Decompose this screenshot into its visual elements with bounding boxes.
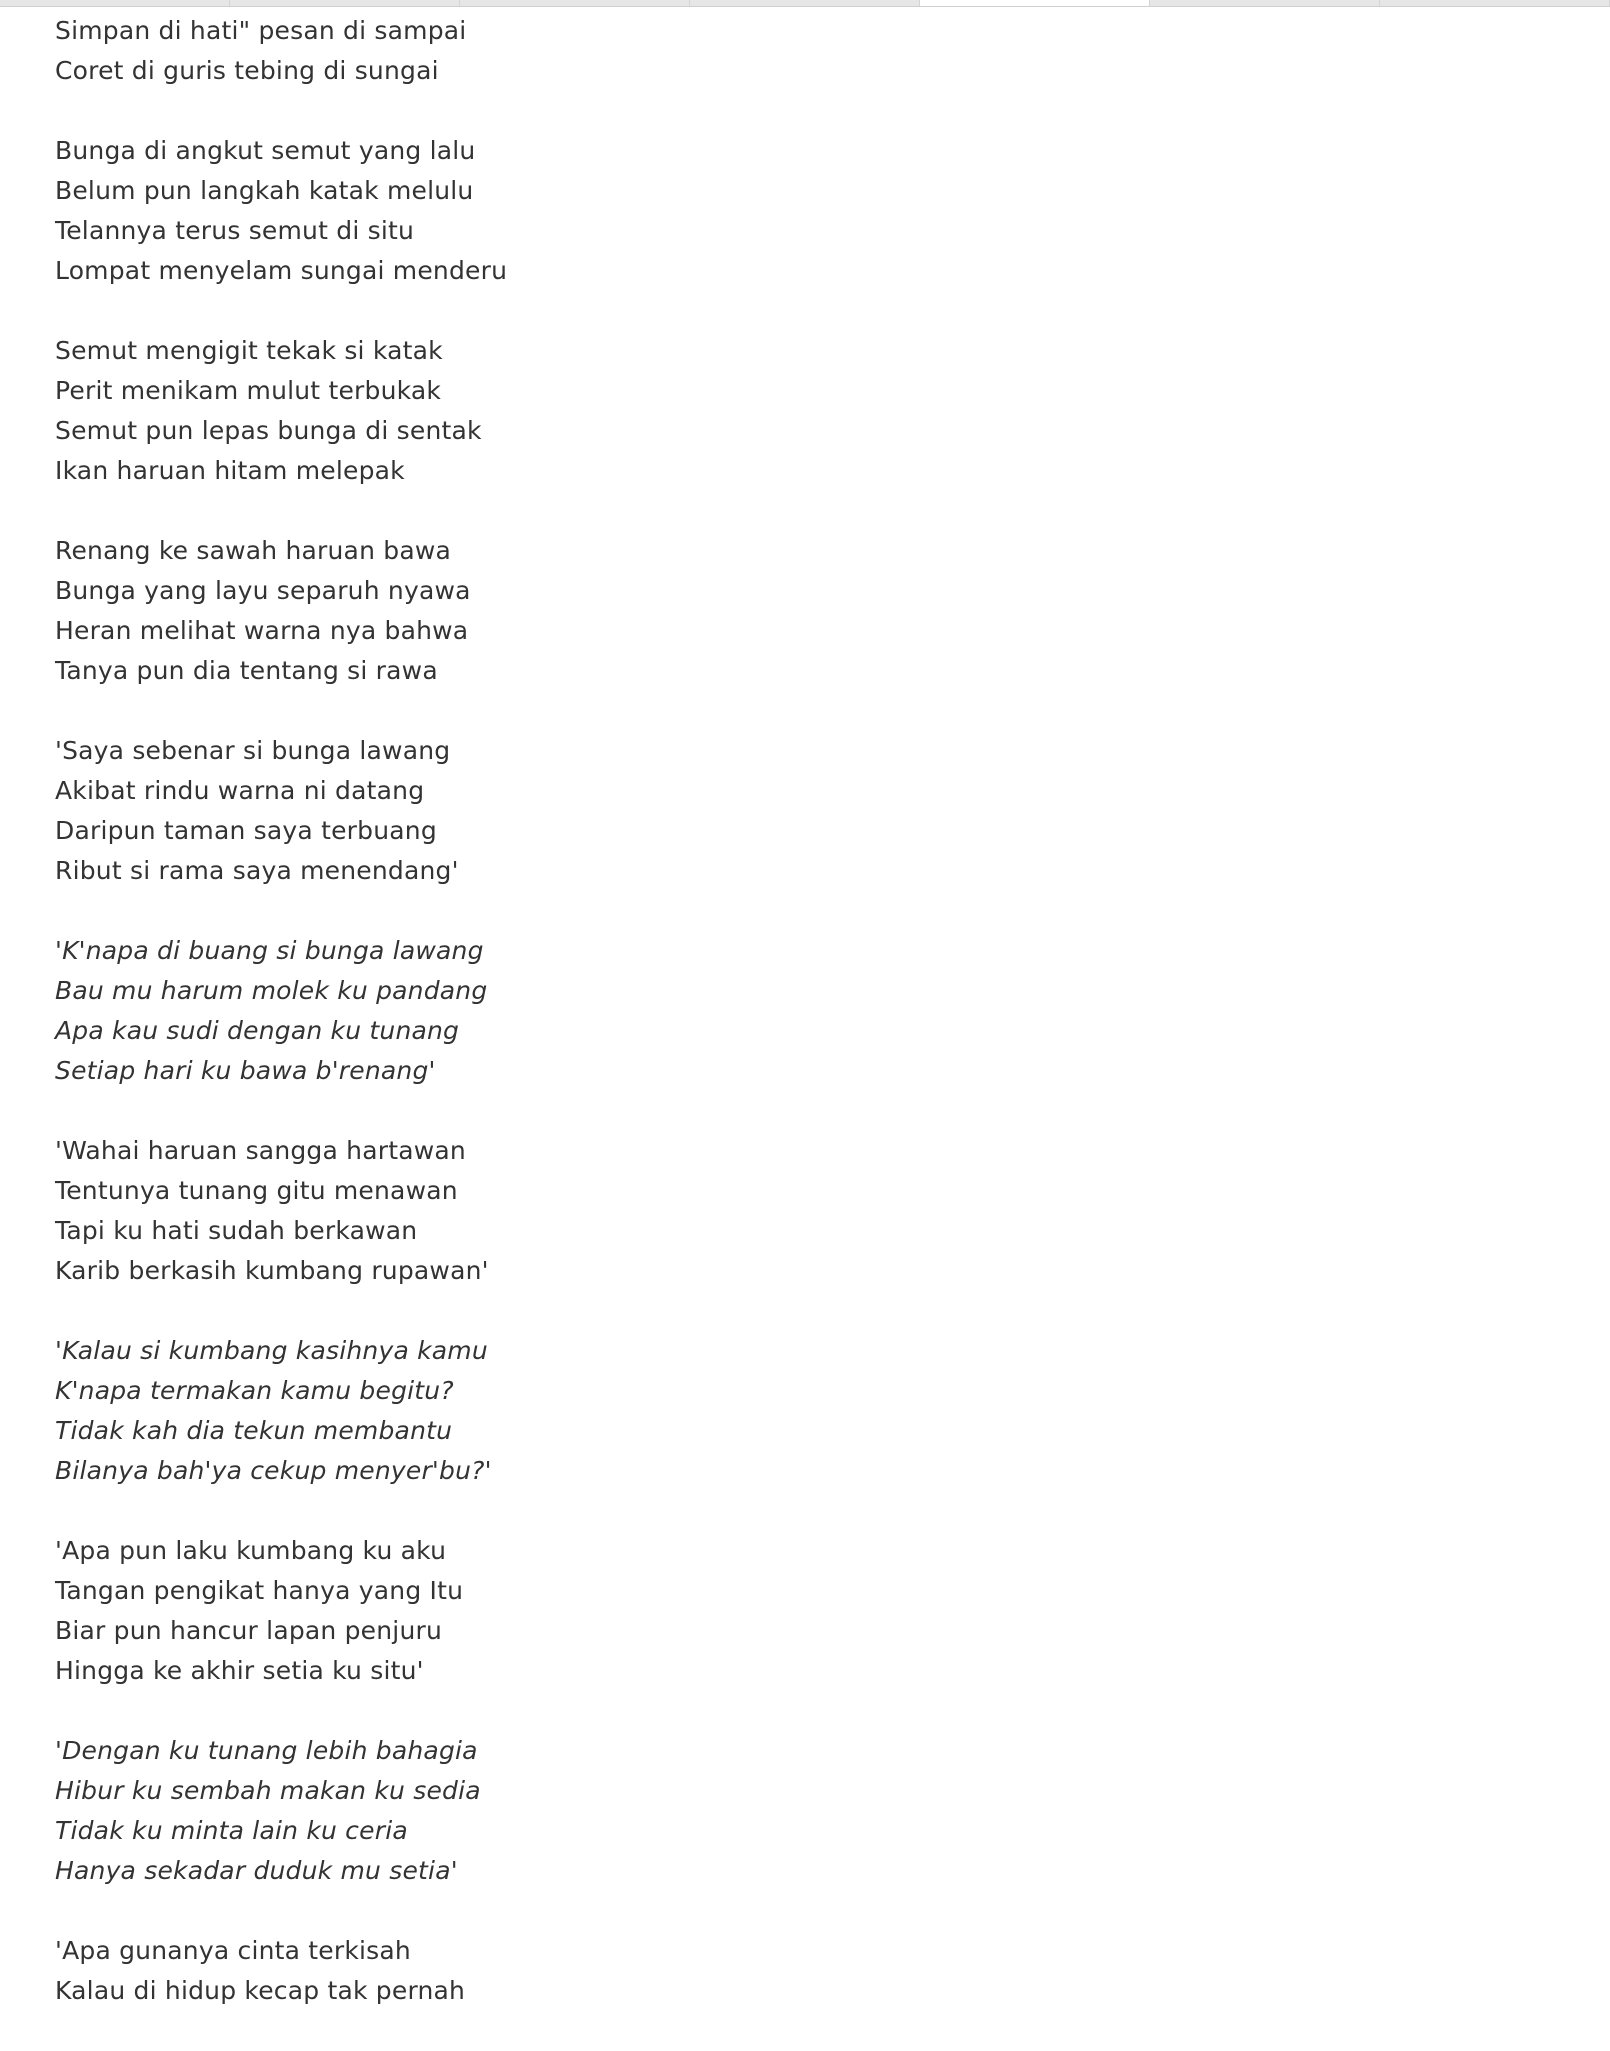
- poem-line: Coret di guris tebing di sungai: [55, 56, 439, 85]
- poem-body: [55, 11, 955, 2051]
- poem-line: Belum pun langkah katak melulu: [55, 176, 474, 205]
- poem-line: 'Apa pun laku kumbang ku aku: [55, 1536, 447, 1565]
- poem-line: Tidak kah dia tekun membantu: [55, 1416, 453, 1445]
- poem-line: Lompat menyelam sungai menderu: [55, 256, 508, 285]
- poem-line: Hanya sekadar duduk mu setia': [55, 1856, 458, 1885]
- tab-segment[interactable]: [460, 0, 690, 6]
- poem-line: Tentunya tunang gitu menawan: [55, 1176, 458, 1205]
- poem-line: Biar pun hancur lapan penjuru: [55, 1616, 443, 1645]
- poem-line: Perit menikam mulut terbukak: [55, 376, 442, 405]
- poem-line: Bunga di angkut semut yang lalu: [55, 136, 476, 165]
- browser-tab-strip: [0, 0, 1610, 7]
- poem-line: 'Wahai haruan sangga hartawan: [55, 1136, 466, 1165]
- poem-line: Semut pun lepas bunga di sentak: [55, 416, 482, 445]
- poem-line: Ikan haruan hitam melepak: [55, 456, 405, 485]
- poem-line: 'Dengan ku tunang lebih bahagia: [55, 1736, 478, 1765]
- poem-line: Daripun taman saya terbuang: [55, 816, 437, 845]
- poem-line: Ribut si rama saya menendang': [55, 856, 459, 885]
- stanza: [55, 531, 955, 691]
- poem-line: Telannya terus semut di situ: [55, 216, 415, 245]
- stanza: [55, 931, 955, 1091]
- stanza: [55, 1731, 955, 1891]
- poem-line: Simpan di hati" pesan di sampai: [55, 16, 467, 45]
- poem-line: Setiap hari ku bawa b'renang': [55, 1056, 436, 1085]
- stanza: [55, 1531, 955, 1691]
- poem-line: Tapi ku hati sudah berkawan: [55, 1216, 418, 1245]
- poem-line: 'Saya sebenar si bunga lawang: [55, 736, 451, 765]
- stanza: [55, 1331, 955, 1491]
- poem-line: Semut mengigit tekak si katak: [55, 336, 443, 365]
- poem-line: Bau mu harum molek ku pandang: [55, 976, 488, 1005]
- stanza: [55, 731, 955, 891]
- poem-line: 'K'napa di buang si bunga lawang: [55, 936, 484, 965]
- poem-line: Hibur ku sembah makan ku sedia: [55, 1776, 481, 1805]
- poem-line: Bunga yang layu separuh nyawa: [55, 576, 471, 605]
- stanza: [55, 11, 955, 91]
- tab-segment-active[interactable]: [920, 0, 1150, 6]
- poem-line: Renang ke sawah haruan bawa: [55, 536, 452, 565]
- poem-line: Hingga ke akhir setia ku situ': [55, 1656, 424, 1685]
- poem-line: Bilanya bah'ya cekup menyer'bu?': [55, 1456, 492, 1485]
- tab-segment[interactable]: [1380, 0, 1610, 6]
- stanza: [55, 1131, 955, 1291]
- tab-segment[interactable]: [230, 0, 460, 6]
- tab-segment[interactable]: [690, 0, 920, 6]
- poem-line: Tangan pengikat hanya yang Itu: [55, 1576, 464, 1605]
- poem-line: Akibat rindu warna ni datang: [55, 776, 425, 805]
- poem-line: Tanya pun dia tentang si rawa: [55, 656, 438, 685]
- poem-line: Tidak ku minta lain ku ceria: [55, 1816, 408, 1845]
- poem-line: Apa kau sudi dengan ku tunang: [55, 1016, 460, 1045]
- tab-segment[interactable]: [1150, 0, 1380, 6]
- stanza: [55, 1931, 955, 2011]
- tab-segment[interactable]: [0, 0, 230, 6]
- stanza: [55, 331, 955, 491]
- poem-line: 'Apa gunanya cinta terkisah: [55, 1936, 411, 1965]
- poem-line: Kalau di hidup kecap tak pernah: [55, 1976, 466, 2005]
- poem-line: 'Kalau si kumbang kasihnya kamu: [55, 1336, 488, 1365]
- stanza: [55, 131, 955, 291]
- poem-line: Heran melihat warna nya bahwa: [55, 616, 469, 645]
- poem-line: K'napa termakan kamu begitu?: [55, 1376, 454, 1405]
- poem-line: Karib berkasih kumbang rupawan': [55, 1256, 489, 1285]
